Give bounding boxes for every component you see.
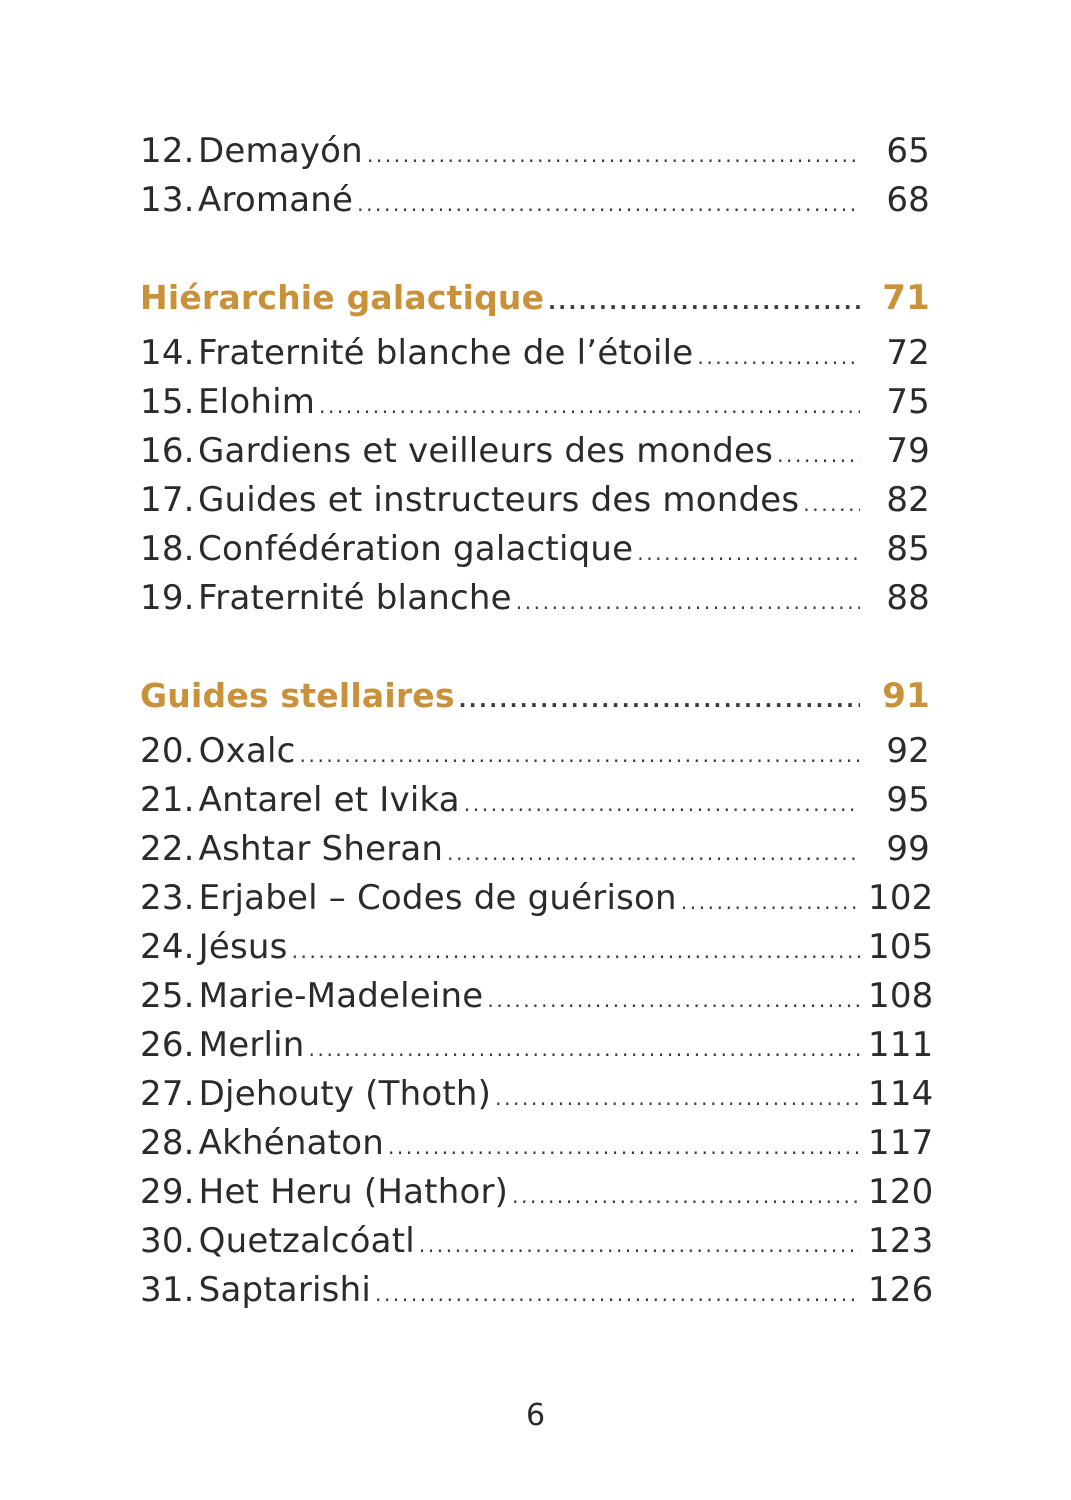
leader-dots [464,792,860,816]
entry-title: Elohim [198,382,316,422]
entry-number: 15. [140,382,195,422]
toc-entry [140,480,930,529]
entry-page: 82 [886,480,930,520]
entry-number: 17. [140,480,195,520]
section-title: Hiérarchie galactique [140,278,545,317]
leader-dots [292,939,860,963]
entry-title: Quetzalcóatl [198,1221,415,1261]
toc-entry [140,1074,934,1123]
entry-title: Antarel et Ivika [198,780,460,820]
toc-entry [140,1123,934,1172]
toc-entry [140,927,934,976]
leader-dots [495,1086,860,1110]
leader-dots [512,1184,860,1208]
toc-entry [140,1025,934,1074]
toc-entry [140,1270,934,1319]
entry-page: 102 [868,878,934,918]
toc-entry [140,180,930,229]
toc-entry [140,1172,934,1221]
leader-dots [309,1037,860,1061]
entry-number: 29. [140,1172,195,1212]
leader-dots [548,290,860,314]
entry-page: 85 [886,529,930,569]
toc-entry [140,731,930,780]
entry-title: Het Heru (Hathor) [198,1172,509,1212]
table-of-contents [140,131,934,1319]
section-page: 91 [882,676,930,716]
entry-number: 16. [140,431,195,471]
section-title: Guides stellaires [140,676,455,715]
entry-number: 14. [140,333,195,373]
toc-entry [140,529,930,578]
entry-page: 105 [868,927,934,967]
leader-dots [447,841,860,865]
entry-number: 22. [140,829,195,869]
toc-entry [140,878,934,927]
section-heading [140,676,930,731]
entry-title: Aromané [198,180,354,220]
leader-dots [419,1233,860,1257]
entry-page: 126 [868,1270,934,1310]
leader-dots [459,688,860,712]
entry-title: Erjabel – Codes de guérison [198,878,677,918]
leader-dots [637,541,860,565]
section-heading [140,278,930,333]
section-spacer [140,627,930,676]
entry-title: Jésus [198,927,288,967]
entry-title: Djehouty (Thoth) [198,1074,492,1114]
entry-title: Confédération galactique [198,529,634,569]
entry-number: 19. [140,578,195,618]
section-spacer [140,229,930,278]
entry-number: 12. [140,131,195,171]
entry-number: 23. [140,878,195,918]
entry-number: 21. [140,780,195,820]
leader-dots [681,890,860,914]
toc-entry [140,780,930,829]
entry-page: 123 [868,1221,934,1261]
entry-title: Marie-Madeleine [198,976,484,1016]
entry-page: 92 [886,731,930,771]
entry-page: 88 [886,578,930,618]
toc-entry [140,131,930,180]
toc-entry [140,578,930,627]
leader-dots [319,394,860,418]
section-page: 71 [882,278,930,318]
toc-entry [140,1221,934,1270]
entry-title: Akhénaton [198,1123,384,1163]
entry-page: 72 [886,333,930,373]
entry-number: 13. [140,180,195,220]
entry-page: 111 [868,1025,934,1065]
entry-page: 68 [886,180,930,220]
entry-title: Fraternité blanche de l’étoile [198,333,694,373]
entry-page: 120 [868,1172,934,1212]
leader-dots [357,192,860,216]
entry-title: Saptarishi [198,1270,371,1310]
toc-entry [140,333,930,382]
entry-number: 18. [140,529,195,569]
entry-number: 26. [140,1025,195,1065]
leader-dots [367,143,860,167]
entry-page: 79 [886,431,930,471]
leader-dots [300,743,860,767]
entry-page: 95 [886,780,930,820]
entry-page: 108 [868,976,934,1016]
entry-number: 25. [140,976,195,1016]
entry-page: 75 [886,382,930,422]
entry-number: 20. [140,731,195,771]
entry-title: Guides et instructeurs des mondes [198,480,800,520]
toc-entry [140,382,930,431]
toc-entry [140,431,930,480]
entry-number: 30. [140,1221,195,1261]
leader-dots [697,345,860,369]
entry-title: Merlin [198,1025,305,1065]
leader-dots [516,590,860,614]
toc-entry [140,976,934,1025]
entry-title: Ashtar Sheran [198,829,444,869]
page-number: 6 [525,1398,546,1433]
entry-title: Fraternité blanche [198,578,512,618]
entry-page: 99 [886,829,930,869]
entry-number: 31. [140,1270,195,1310]
entry-number: 24. [140,927,195,967]
entry-page: 114 [868,1074,934,1114]
entry-number: 27. [140,1074,195,1114]
entry-title: Demayón [198,131,363,171]
entry-title: Oxalc [198,731,296,771]
entry-page: 117 [868,1123,934,1163]
toc-entry [140,829,930,878]
leader-dots [803,492,860,516]
entry-number: 28. [140,1123,195,1163]
leader-dots [487,988,860,1012]
leader-dots [777,443,860,467]
leader-dots [375,1282,860,1306]
entry-title: Gardiens et veilleurs des mondes [198,431,774,471]
leader-dots [388,1135,860,1159]
entry-page: 65 [886,131,930,171]
